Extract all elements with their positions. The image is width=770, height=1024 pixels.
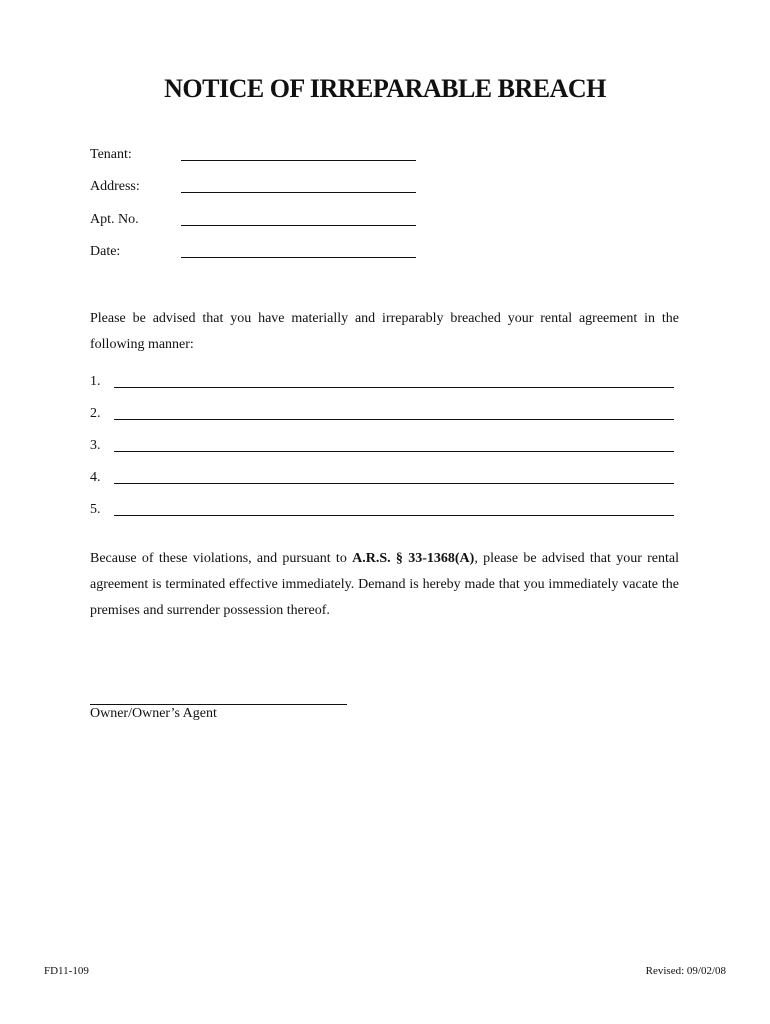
form-number: FD11-109 xyxy=(44,965,89,977)
item-line-5[interactable] xyxy=(114,515,674,516)
intro-paragraph xyxy=(90,306,679,358)
intro-line-2: following manner: xyxy=(90,337,194,352)
closing-pre: Because of these violations, and pursuant to xyxy=(90,551,353,566)
closing-post: , please be advised that your rental xyxy=(474,551,680,566)
item-line-3[interactable] xyxy=(114,451,674,452)
date-label: Date: xyxy=(90,244,121,259)
tenant-label: Tenant: xyxy=(90,147,132,162)
date-field-line[interactable] xyxy=(181,257,416,258)
intro-line-1: Please be advised that you have materially and irreparably breached your rental agreement in the xyxy=(90,311,679,326)
tenant-field-line[interactable] xyxy=(181,160,416,161)
signature-line[interactable] xyxy=(90,704,347,705)
item-line-4[interactable] xyxy=(114,483,674,484)
revision-date: Revised: 09/02/08 xyxy=(645,965,726,977)
item-line-2[interactable] xyxy=(114,419,674,420)
item-number-5: 5. xyxy=(90,502,101,517)
statute-reference: A.R.S. § 33-1368(A) xyxy=(352,551,475,566)
closing-paragraph xyxy=(90,546,679,624)
item-number-3: 3. xyxy=(90,438,101,453)
signature-label: Owner/Owner’s Agent xyxy=(90,706,217,721)
item-number-1: 1. xyxy=(90,374,101,389)
item-number-2: 2. xyxy=(90,406,101,421)
apt-no-field-line[interactable] xyxy=(181,225,416,226)
closing-line-3: premises and surrender possession thereof. xyxy=(90,603,330,618)
item-number-4: 4. xyxy=(90,470,101,485)
item-line-1[interactable] xyxy=(114,387,674,388)
closing-line-1 xyxy=(90,546,679,572)
address-label: Address: xyxy=(90,179,140,194)
document-title: NOTICE OF IRREPARABLE BREACH xyxy=(164,74,606,103)
apt-no-label: Apt. No. xyxy=(90,212,139,227)
address-field-line[interactable] xyxy=(181,192,416,193)
closing-line-2: agreement is terminated effective immediately. Demand is hereby made that you immediately vacate the xyxy=(90,577,679,592)
